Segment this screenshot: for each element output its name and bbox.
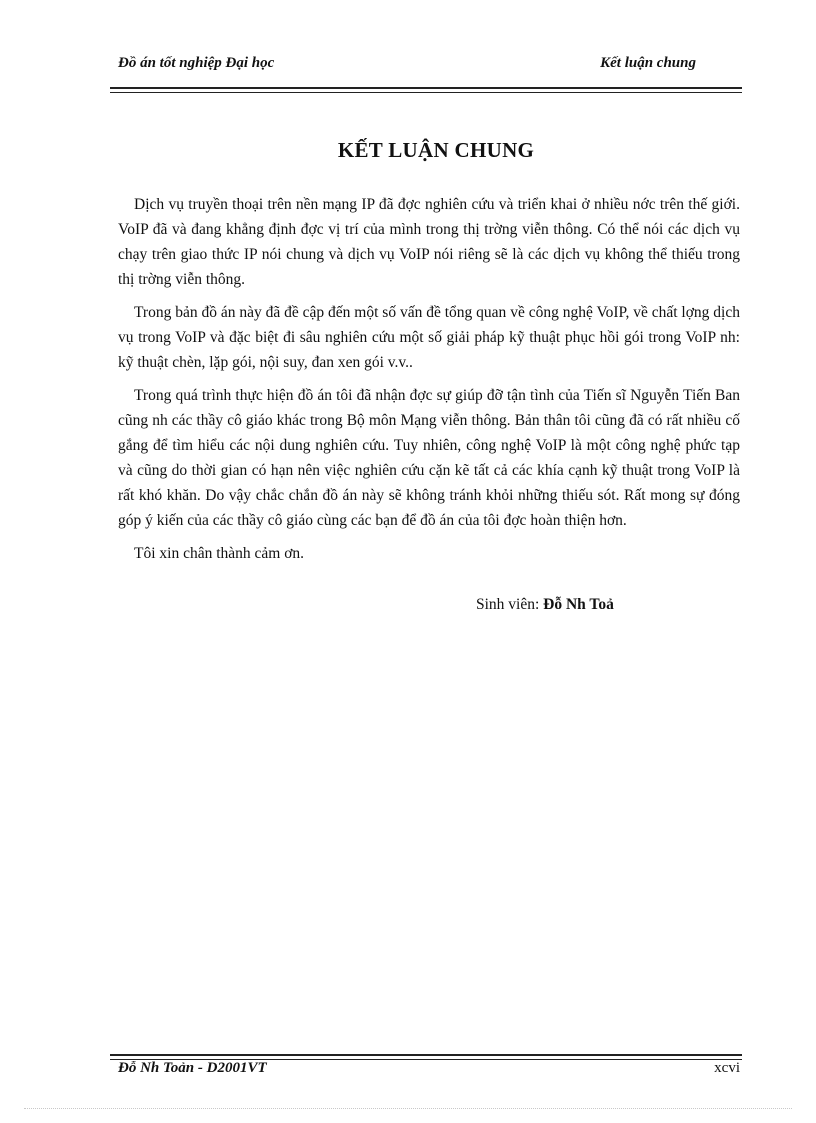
signature-name: Đỗ Nh Toả: [543, 596, 614, 613]
signature: [476, 596, 614, 614]
page-footer: [110, 1060, 742, 1080]
header-divider: [110, 87, 742, 93]
signature-label: Sinh viên:: [476, 596, 544, 613]
header-section-title: Kết luận chung: [600, 55, 696, 71]
paragraph-2: Trong bản đồ án này đã đề cập đến một số vấn đề tổng quan về công nghệ VoIP, về chất lợng dịch vụ trong VoIP và đặc biệt đi sâu nghiên cứu một số giải pháp kỹ thuật phục hồi gói trong VoIP nh: kỹ thuật chèn, lặp gói, nội suy, đan xen gói v.v..: [118, 304, 740, 371]
paragraph-4: Tôi xin chân thành cảm ơn.: [134, 545, 305, 562]
paragraph-1: Dịch vụ truyền thoại trên nền mạng IP đã đợc nghiên cứu và triển khai ở nhiều nớc trên thế giới. VoIP đã và đang khẳng định đợc vị trí của mình trong thị trờng viễn thông. Có thể nói các dịch vụ chạy trên giao thức IP nói chung và dịch vụ VoIP nói riêng sẽ là các dịch vụ không thể thiếu trong thị trờng viễn thông.: [118, 196, 740, 288]
page-title: KẾT LUẬN CHUNG: [337, 138, 535, 162]
page-header: [110, 55, 742, 75]
footer-author: Đỗ Nh Toản - D2001VT: [118, 1060, 267, 1076]
body-text: [118, 192, 740, 574]
footer-page-number: xcvi: [714, 1060, 740, 1076]
page-bottom-edge: [24, 1108, 792, 1109]
paragraph-3: Trong quá trình thực hiện đồ án tôi đã nhận đợc sự giúp đỡ tận tình của Tiến sĩ Nguyễn Tiến Ban cũng nh các thầy cô giáo khác trong Bộ môn Mạng viễn thông. Bản thân tôi cũng đã có rất nhiều cố gắng để tìm hiểu các nội dung nghiên cứu. Tuy nhiên, công nghệ VoIP là một công nghệ phức tạp và cũng do thời gian có hạn nên việc nghiên cứu cặn kẽ tất cả các khía cạnh kỹ thuật trong VoIP là rất khó khăn. Do vậy chắc chắn đồ án này sẽ không tránh khỏi những thiếu sót. Rất mong sự đóng góp ý kiến của các thầy cô giáo cùng các bạn để đồ án của tôi đợc hoàn thiện hơn.: [118, 387, 740, 529]
header-document-title: Đồ án tốt nghiệp Đại học: [118, 55, 275, 71]
